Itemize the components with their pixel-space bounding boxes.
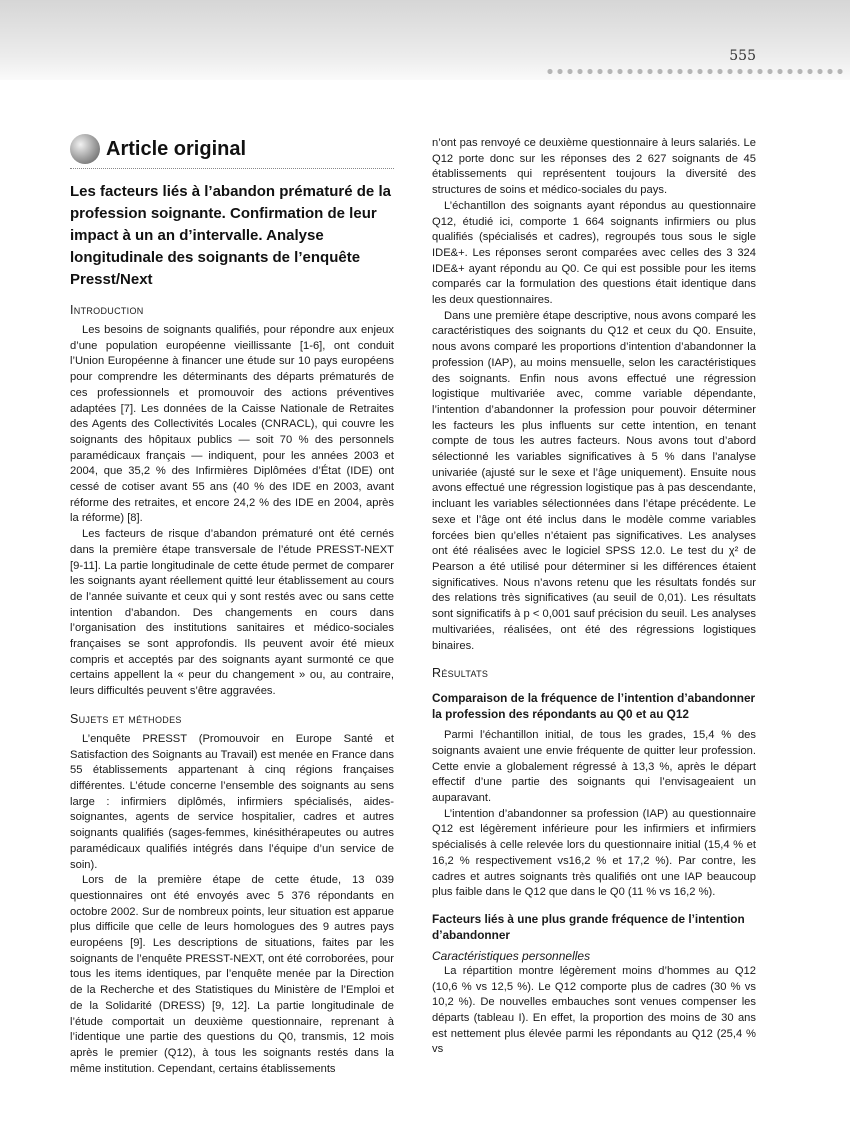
article-title: Les facteurs liés à l’abandon prématuré de la profession soignante. Confirmation de leur impact à un an d’intervalle. Analyse longitudinale des soignants de l’enquête Presst/Next	[70, 183, 391, 288]
section-header	[70, 134, 394, 169]
left-column	[70, 134, 394, 1077]
sphere-icon	[70, 134, 100, 164]
dotted-rule	[545, 68, 845, 75]
methods-heading: Sujets et méthodes	[70, 711, 182, 726]
section-label: Article original	[106, 137, 247, 160]
results-subheading: Comparaison de la fréquence de l’intention d’abandonner la profession des répondants au Q0 et au Q12	[432, 691, 756, 722]
methods-paragraph: Dans une première étape descriptive, nous avons comparé les caractéristiques des soignants du Q12 et ceux du Q0. Ensuite, nous avons comparé les proportions d’intention d’abandonner la profession (IAP), au moins mensuelle, selon les caractéristiques des soignants. Enfin nous avons effectué une régression logistique multivariée avec, comme variable dépendante, l’intention d’abandonner la profession pour pouvoir déterminer les facteurs les plus influents sur cette intention, en tenant compte de tous les autres facteurs. Nous avons tout d’abord sélectionné les variables significatives à 5 % dans l’analyse univariée (ajusté sur le sexe et l’âge uniquement). Ensuite nous avons effectué une régression logistique pas à pas descendante, incluant les variables sélectionnées dans l’étape précédente. Le sexe et l’âge ont été inclus dans le modèle comme variables forcées bien qu’elles n’étaient pas significatives. Les analyses ont été réalisées avec le logiciel SPSS 12.0. Le test du χ² de Pearson a été utilisé pour déterminer si les différences étaient significatives. Nous n’avons retenu que les résultats fondés sur des relations très significatives (au seuil de 0,01). Les résultats sont significatifs à p < 0,001 sauf précision du seuil. Les analyses multivariées, réalisées, ont été des régressions logistiques binaires.	[432, 309, 756, 652]
results-paragraph: L’intention d’abandonner sa profession (IAP) au questionnaire Q12 est légèrement inférieure pour les infirmiers et infirmiers spécialisés à celle relevée lors du questionnaire initial (15,4 % et 16,2 % respectivement vs16,2 % et 17,2 %). Par contre, les cadres et autres soignants très qualifiés ont une IAP beaucoup plus faible dans le Q12 que dans le Q0 (11 % vs 16,2 %).	[432, 807, 756, 899]
methods-paragraph: L’enquête PRESST (Promouvoir en Europe Santé et Satisfaction des Soignants au Travail) est menée en France dans 55 établissements appartenant à cinq régions françaises différentes. L’étude concerne l’ensemble des soignants au sens large : infirmiers diplômés, infirmiers spécialisés, aides-soignantes, agents de service hospitalier, cadres et autres soignants qualifiés (sages-femmes, kinésithérapeutes ou autres paramédicaux qualifiés intégrés dans l’équipe d’un service de soin).	[70, 732, 394, 871]
results-paragraph: La répartition montre légèrement moins d’hommes au Q12 (10,6 % vs 12,5 %). Le Q12 comporte plus de cadres (30 % vs 10,2 %). De nouvelles embauches sont venues compenser les départs (tableau I). En effet, la proportion des moins de 30 ans est nettement plus élevée parmi les répondants au Q12 (25,4 % vs	[432, 964, 756, 1056]
methods-paragraph-continued: n’ont pas renvoyé ce deuxième questionnaire à leurs salariés. Le Q12 porte donc sur les réponses des 2 627 soignants de 45 établissements qui représentent toujours la diversité des structures de soins et médico-sociales du pays.	[432, 137, 756, 197]
methods-paragraph: L’échantillon des soignants ayant répondus au questionnaire Q12, étudié ici, comporte 1 664 soignants infirmiers ou plus qualifiés (spécialisés et cadres), regroupés tous sous le sigle IDE&+. Les réponses seront comparées avec celles des 3 324 IDE&+ ayant répondu au Q0. Ce qui est possible pour les items comparés car la formulation des questions était identique dans les deux questionnaires.	[432, 199, 756, 307]
introduction-paragraph: Les besoins de soignants qualifiés, pour répondre aux enjeux d’une population européenne vieillissante [1-6], ont conduit l’Union Européenne à financer une étude sur 10 pays européens pour comprendre les déterminants des départs prématurés de ces professionnels et promouvoir des actions préventives adaptées [7]. Les données de la Caisse Nationale de Retraites des Agents des Collectivités Locales (CNRACL), qui couvre les soignants des hôpitaux publics — soit 70 % des personnels paramédicaux français — indiquent, pour les années 2003 et 2004, que 35,2 % des Infirmières Diplômées d’État (IDE) ont cessé de cotiser avant 55 ans (40 % des IDE en 2003, avant réforme des retraites, et encore 24,2 % des IDE en 2004, après la réforme) [8].	[70, 324, 394, 525]
results-paragraph: Parmi l’échantillon initial, de tous les grades, 15,4 % des soignants avaient une envie fréquente de quitter leur profession. Cette envie a globalement régressé à 13,3 %, après le départ effectif d’une partie des soignants qui l’envisageaient un auparavant.	[432, 729, 756, 805]
results-minor-heading: Caractéristiques personnelles	[432, 948, 591, 963]
page-number: 555	[729, 48, 756, 64]
results-subheading: Facteurs liés à une plus grande fréquence de l’intention d’abandonner	[432, 911, 745, 942]
right-column	[432, 136, 756, 1058]
results-heading: Résultats	[432, 666, 489, 681]
introduction-heading: Introduction	[70, 303, 144, 317]
methods-paragraph: Lors de la première étape de cette étude, 13 039 questionnaires ont été envoyés avec 5 376 répondants en octobre 2002. Sur de nombreux points, leur situation est apparue plus difficile que celle de leurs homologues des 9 autres pays européens [9]. Les descriptions de situations, faites par les soignants de l’enquête PRESST-NEXT, ont été corroborées, pour tous les items identiques, par l’enquête menée par la Direction de la Recherche et des Statistiques du Ministère de l’Emploi et de la Solidarité (DRESS) [9, 12]. La partie longitudinale de l’étude comportait un deuxième questionnaire, reprenant à l’identique une partie des questions du Q0, transmis, 12 mois après le premier (Q12), à tous les soignants restés dans la même institution. Cependant, certains établissements	[70, 874, 394, 1075]
introduction-paragraph: Les facteurs de risque d’abandon prématuré ont été cernés dans la première étape transversale de l’étude PRESST-NEXT [9-11]. La partie longitudinale de cette étude permet de comparer les soignants ayant réellement quitté leur établissement au cours de l’année suivante et ceux qui y sont restés avec ou sans cette intention d’abandon. Des changements en cours dans l’organisation des institutions sanitaires et médico-sociales françaises se sont approfondis. Ils peuvent avoir été mieux compris et acceptés par des soignants ayant surmonté ce que certains appellent la « peur du changement » ou, au contraire, leurs difficultés peuvent s’être aggravées.	[70, 528, 394, 698]
